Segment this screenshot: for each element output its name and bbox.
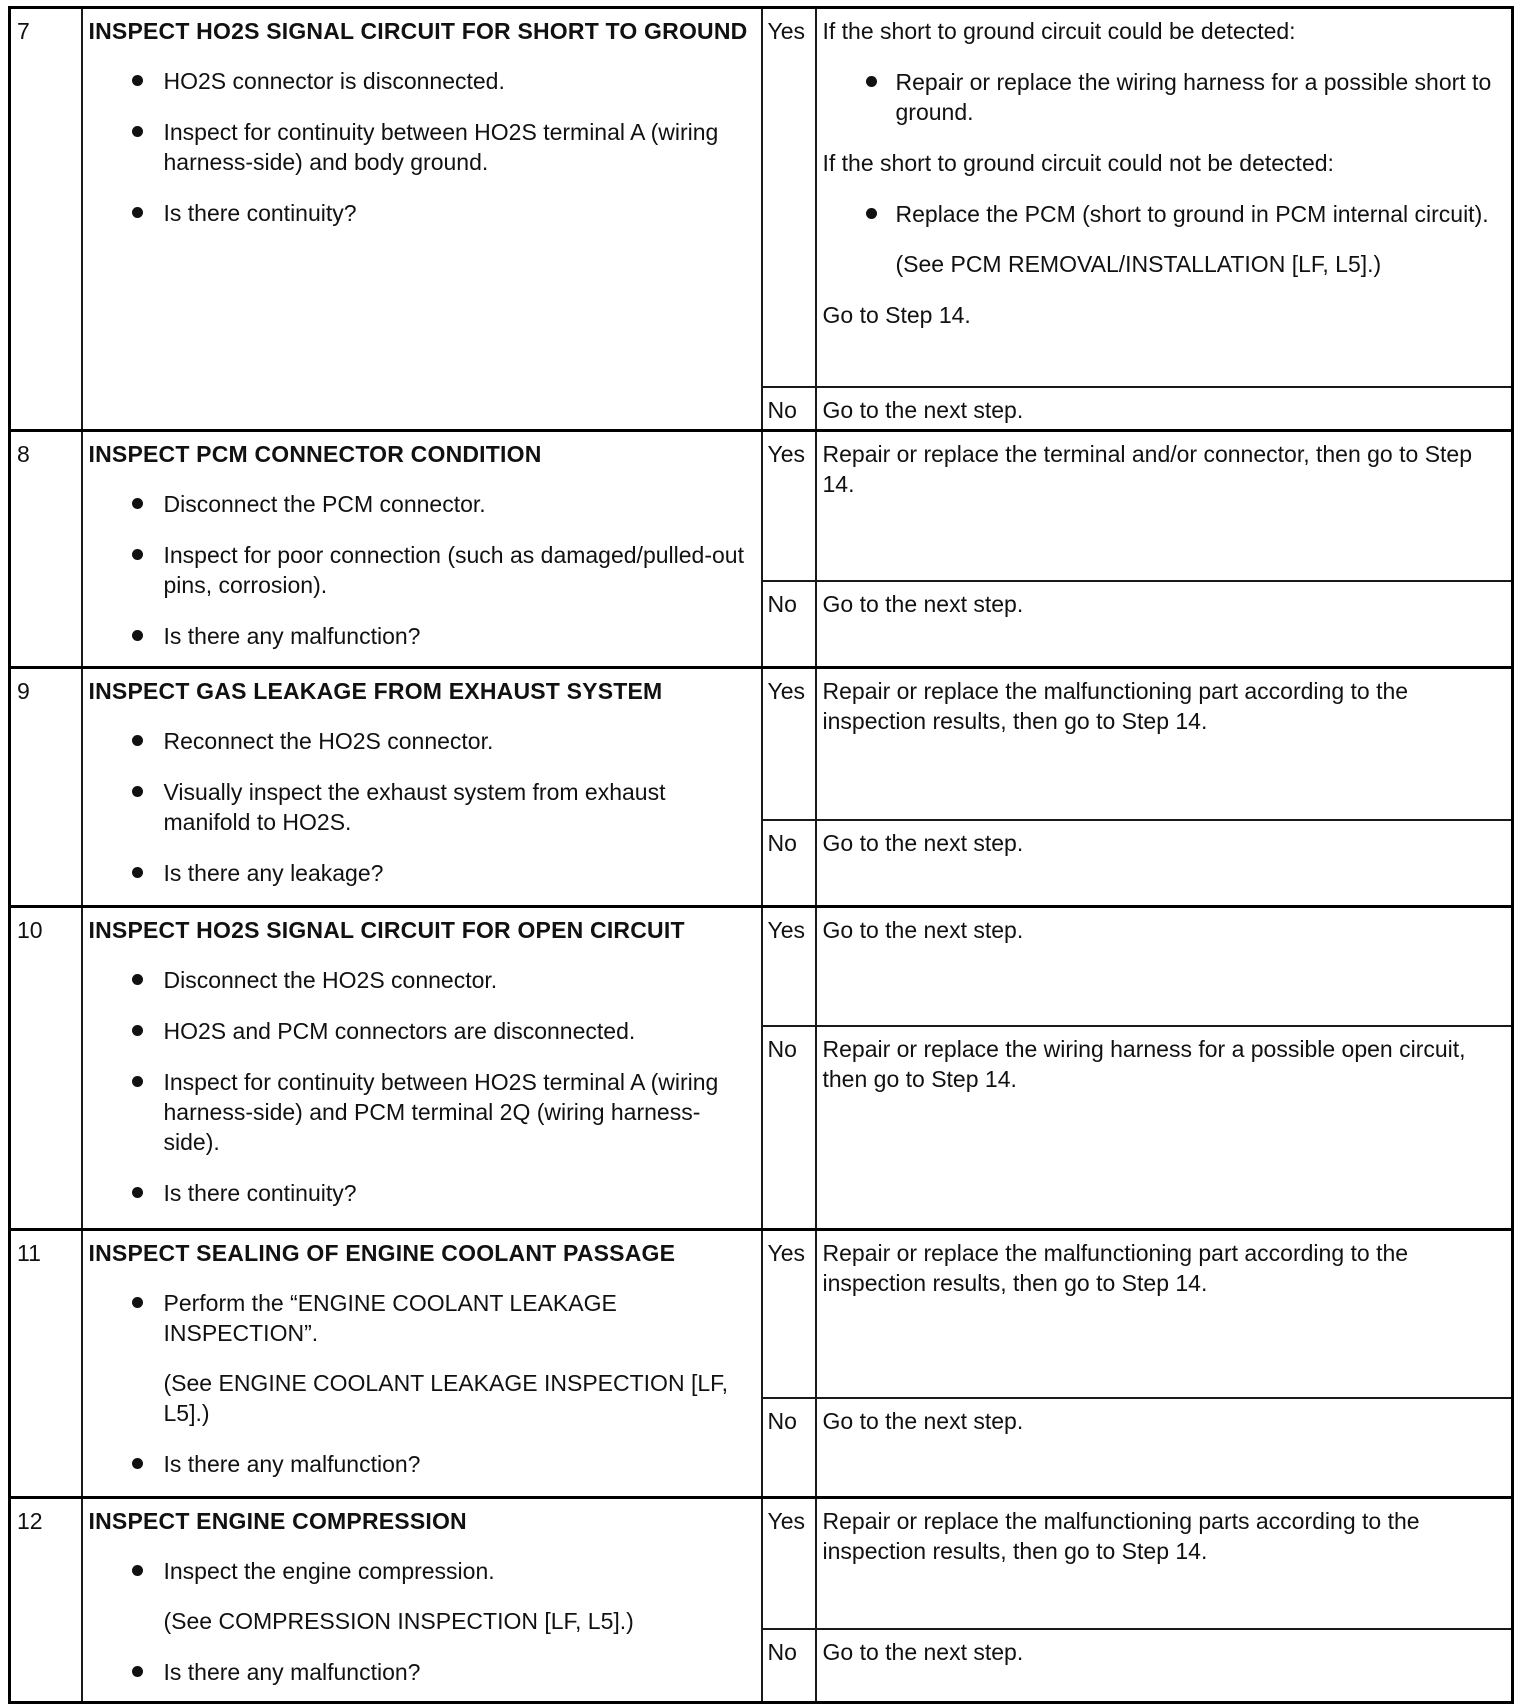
step-title: INSPECT HO2S SIGNAL CIRCUIT FOR SHORT TO GROUND [88, 18, 748, 44]
action-bullet: Repair or replace the wiring harness for a possible short to ground. [823, 67, 1506, 127]
reference-note: (See COMPRESSION INSPECTION [LF, L5].) [163, 1608, 634, 1634]
step-number: 7 [10, 8, 82, 431]
bullet-icon [132, 1187, 143, 1198]
bullet-icon [132, 1458, 143, 1469]
no-action: Go to the next step. [816, 581, 1513, 668]
no-action: Go to the next step. [816, 1629, 1513, 1703]
bullet-icon [132, 735, 143, 746]
step-number: 11 [10, 1230, 82, 1498]
step-number: 8 [10, 431, 82, 668]
inspection-bullet: HO2S connector is disconnected. [89, 66, 755, 96]
inspection-bullet: Inspect for continuity between HO2S terminal A (wiring harness-side) and PCM terminal 2Q (wiring harness-side). [89, 1067, 755, 1157]
bullet-icon [866, 76, 877, 87]
step-row-11-yes [10, 1230, 1513, 1398]
step-row-7-yes [10, 8, 1513, 387]
bullet-icon [132, 498, 143, 509]
step-title: INSPECT HO2S SIGNAL CIRCUIT FOR OPEN CIRCUIT [88, 917, 685, 943]
inspection-bullet: Inspect for poor connection (such as damaged/pulled-out pins, corrosion). [89, 540, 755, 600]
step-row-8-yes [10, 431, 1513, 581]
bullet-icon [132, 786, 143, 797]
step-inspection-cell [82, 907, 762, 1230]
bullet-icon [132, 549, 143, 560]
yes-label: Yes [762, 431, 816, 581]
no-action: Go to the next step. [816, 820, 1513, 907]
yes-action [816, 8, 1513, 387]
yes-label: Yes [762, 8, 816, 387]
no-label: No [762, 1629, 816, 1703]
no-label: No [762, 820, 816, 907]
no-label: No [762, 581, 816, 668]
yes-label: Yes [762, 907, 816, 1026]
no-label: No [762, 1026, 816, 1230]
bullet-icon [132, 207, 143, 218]
step-inspection-cell [82, 1230, 762, 1498]
inspection-bullet: Perform the “ENGINE COOLANT LEAKAGE INSPECTION”. (See ENGINE COOLANT LEAKAGE INSPECTION [LF, L5].) [89, 1288, 755, 1428]
inspection-bullet: Disconnect the HO2S connector. [89, 965, 755, 995]
step-title: INSPECT SEALING OF ENGINE COOLANT PASSAGE [88, 1240, 676, 1266]
no-action: Go to the next step. [816, 387, 1513, 431]
no-label: No [762, 387, 816, 431]
inspection-bullet: Reconnect the HO2S connector. [89, 726, 755, 756]
action-text: If the short to ground circuit could not be detected: [822, 150, 1334, 176]
bullet-icon [132, 126, 143, 137]
bullet-icon [132, 75, 143, 86]
step-row-9-yes [10, 668, 1513, 820]
yes-label: Yes [762, 668, 816, 820]
step-row-12-yes [10, 1498, 1513, 1629]
reference-note: (See ENGINE COOLANT LEAKAGE INSPECTION [LF, L5].) [163, 1370, 729, 1426]
action-text: If the short to ground circuit could be detected: [822, 18, 1296, 44]
diagnostic-procedure-table [8, 6, 1514, 1704]
inspection-bullet: Disconnect the PCM connector. [89, 489, 755, 519]
step-title: INSPECT ENGINE COMPRESSION [88, 1508, 467, 1534]
inspection-bullet: Is there any malfunction? [89, 1657, 755, 1687]
yes-label: Yes [762, 1498, 816, 1629]
bullet-icon [132, 867, 143, 878]
yes-action: Repair or replace the terminal and/or connector, then go to Step 14. [816, 431, 1513, 581]
action-bullet: Replace the PCM (short to ground in PCM internal circuit). (See PCM REMOVAL/INSTALLATION [LF, L5].) [823, 199, 1506, 279]
step-inspection-cell [82, 668, 762, 907]
step-title: INSPECT GAS LEAKAGE FROM EXHAUST SYSTEM [88, 678, 663, 704]
yes-action: Repair or replace the malfunctioning parts according to the inspection results, then go to Step 14. [816, 1498, 1513, 1629]
step-inspection-cell [82, 8, 762, 431]
bullet-icon [132, 1297, 143, 1308]
reference-note: (See PCM REMOVAL/INSTALLATION [LF, L5].) [895, 251, 1382, 277]
inspection-bullet: Is there any malfunction? [89, 621, 755, 651]
no-action: Go to the next step. [816, 1398, 1513, 1498]
inspection-bullet: Inspect the engine compression. (See COMPRESSION INSPECTION [LF, L5].) [89, 1556, 755, 1636]
step-title: INSPECT PCM CONNECTOR CONDITION [88, 441, 542, 467]
step-row-10-yes [10, 907, 1513, 1026]
bullet-icon [866, 208, 877, 219]
bullet-icon [132, 974, 143, 985]
inspection-bullet: Is there continuity? [89, 198, 755, 228]
bullet-icon [132, 1666, 143, 1677]
step-number: 9 [10, 668, 82, 907]
inspection-bullet: Is there any leakage? [89, 858, 755, 888]
inspection-bullet: HO2S and PCM connectors are disconnected. [89, 1016, 755, 1046]
bullet-icon [132, 1076, 143, 1087]
troubleshooting-page [8, 6, 1514, 1698]
yes-action: Go to the next step. [816, 907, 1513, 1026]
no-action: Repair or replace the wiring harness for a possible open circuit, then go to Step 14. [816, 1026, 1513, 1230]
inspection-bullet: Is there any malfunction? [89, 1449, 755, 1479]
no-label: No [762, 1398, 816, 1498]
yes-action: Repair or replace the malfunctioning part according to the inspection results, then go to Step 14. [816, 668, 1513, 820]
step-number: 12 [10, 1498, 82, 1703]
inspection-bullet: Inspect for continuity between HO2S terminal A (wiring harness-side) and body ground. [89, 117, 755, 177]
bullet-icon [132, 630, 143, 641]
bullet-icon [132, 1565, 143, 1576]
yes-label: Yes [762, 1230, 816, 1398]
step-inspection-cell [82, 431, 762, 668]
step-inspection-cell [82, 1498, 762, 1703]
step-number: 10 [10, 907, 82, 1230]
inspection-bullet: Visually inspect the exhaust system from exhaust manifold to HO2S. [89, 777, 755, 837]
action-text: Go to Step 14. [822, 302, 971, 328]
yes-action: Repair or replace the malfunctioning part according to the inspection results, then go to Step 14. [816, 1230, 1513, 1398]
inspection-bullet: Is there continuity? [89, 1178, 755, 1208]
bullet-icon [132, 1025, 143, 1036]
